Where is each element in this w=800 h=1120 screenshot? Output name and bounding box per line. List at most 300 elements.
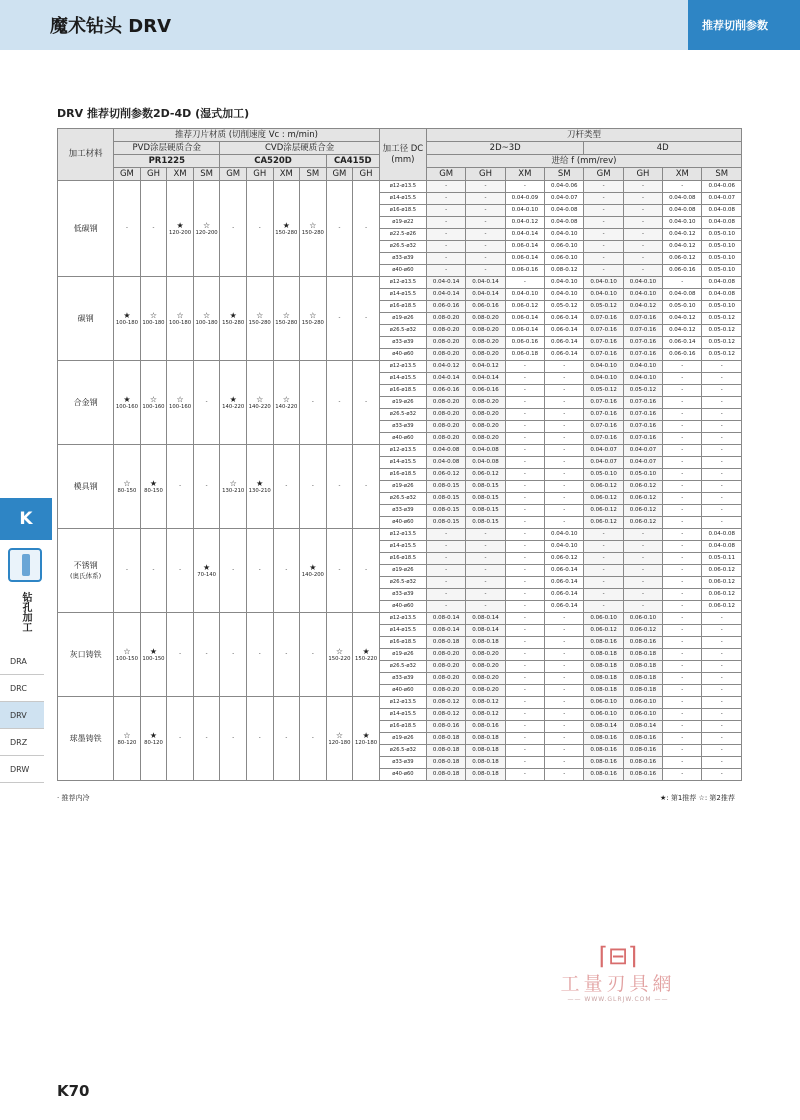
feed-cell: 0.08-0.16: [426, 721, 465, 733]
feed-cell: 0.08-0.15: [466, 481, 505, 493]
speed-range: -: [365, 399, 367, 405]
feed-cell: 0.07-0.16: [584, 349, 623, 361]
side-nav-item-dra[interactable]: DRA: [0, 648, 44, 675]
cvd-header: CVD涂层硬质合金: [220, 142, 379, 155]
speed-range: -: [205, 651, 208, 657]
feed-cell: -: [466, 541, 505, 553]
material-name: 模具钢: [73, 481, 98, 491]
speed-range: 140-220: [222, 403, 245, 410]
feed-cell: -: [702, 385, 742, 397]
feed-cell: 0.04-0.12: [663, 313, 702, 325]
feed-cell: 0.05-0.10: [623, 469, 662, 481]
feed-cell: 0.08-0.15: [466, 505, 505, 517]
grade-pr1225: PR1225: [114, 155, 220, 168]
material-subname: (奥氏体系): [70, 572, 102, 580]
feed-cell: -: [702, 445, 742, 457]
feed-cell: 0.04-0.10: [545, 289, 584, 301]
feed-cell: -: [584, 181, 623, 193]
grade-cell: [353, 445, 380, 529]
grade-cell: [193, 529, 220, 613]
feed-cell: 0.06-0.18: [505, 349, 544, 361]
feed-cell: -: [702, 373, 742, 385]
recommend-mark: ★: [256, 478, 264, 488]
shank-2d3d-header: 2D~3D: [426, 142, 583, 155]
diameter-cell: ø14-ø15.5: [379, 193, 426, 205]
feed-cell: -: [505, 433, 544, 445]
feed-cell: 0.08-0.18: [584, 673, 623, 685]
feed-cell: -: [663, 505, 702, 517]
feed-cell: 0.08-0.20: [426, 325, 465, 337]
watermark-logo-icon: ⌈⊟⌉: [598, 942, 638, 970]
recommend-mark: ★: [229, 310, 237, 320]
speed-range: -: [311, 735, 314, 741]
feed-cell: -: [663, 277, 702, 289]
diameter-cell: ø33-ø39: [379, 673, 426, 685]
speed-range: 140-220: [275, 403, 298, 410]
feed-cell: 0.07-0.16: [623, 313, 662, 325]
feed-cell: -: [426, 229, 465, 241]
feed-cell: 0.08-0.16: [584, 769, 623, 781]
diameter-cell: ø16-ø18.5: [379, 205, 426, 217]
feed-cell: 0.04-0.08: [702, 205, 742, 217]
feed-cell: -: [545, 709, 584, 721]
feed-cell: 0.08-0.16: [584, 637, 623, 649]
feed-col-header: XM: [505, 168, 544, 181]
feed-cell: 0.08-0.14: [426, 613, 465, 625]
diameter-cell: ø12-ø13.5: [379, 529, 426, 541]
feed-cell: 0.08-0.20: [426, 433, 465, 445]
feed-cell: 0.07-0.16: [623, 325, 662, 337]
feed-cell: 0.06-0.14: [545, 589, 584, 601]
grade-cell: [220, 697, 247, 781]
feed-cell: 0.08-0.16: [623, 733, 662, 745]
feed-cell: 0.08-0.15: [466, 493, 505, 505]
speed-range: 150-280: [275, 229, 298, 236]
diameter-cell: ø26.5-ø32: [379, 241, 426, 253]
feed-cell: 0.06-0.12: [426, 469, 465, 481]
speed-range: -: [232, 735, 235, 741]
feed-cell: 0.06-0.14: [545, 349, 584, 361]
feed-cell: -: [545, 649, 584, 661]
grade-cell: [193, 613, 220, 697]
feed-cell: 0.07-0.16: [623, 349, 662, 361]
grade-cell: [167, 361, 194, 445]
feed-cell: 0.06-0.12: [584, 517, 623, 529]
feed-cell: 0.07-0.16: [623, 409, 662, 421]
feed-cell: -: [505, 361, 544, 373]
grade-cell: [273, 277, 300, 361]
grade-cell: [273, 697, 300, 781]
feed-cell: 0.05-0.12: [584, 385, 623, 397]
diameter-cell: ø16-ø18.5: [379, 469, 426, 481]
feed-cell: 0.08-0.18: [426, 757, 465, 769]
grade-cell: [246, 445, 273, 529]
speed-range: -: [125, 225, 128, 231]
speed-range: -: [258, 651, 261, 657]
feed-cell: -: [466, 601, 505, 613]
side-nav: [0, 648, 44, 783]
feed-cell: 0.06-0.12: [623, 517, 662, 529]
speed-range: 100-160: [168, 403, 192, 410]
feed-cell: -: [545, 421, 584, 433]
grade-cell: [353, 613, 380, 697]
feed-cell: -: [663, 373, 702, 385]
feed-cell: -: [702, 637, 742, 649]
grade-cell: [114, 613, 141, 697]
feed-cell: -: [702, 685, 742, 697]
diameter-cell: ø19-ø26: [379, 481, 426, 493]
feed-cell: 0.08-0.14: [466, 625, 505, 637]
speed-range: -: [365, 315, 367, 321]
feed-cell: -: [663, 541, 702, 553]
speed-range: 140-220: [248, 403, 271, 410]
side-nav-item-drv[interactable]: DRV: [0, 702, 44, 729]
feed-cell: -: [426, 265, 465, 277]
feed-cell: -: [702, 769, 742, 781]
diameter-cell: ø19-ø22: [379, 217, 426, 229]
feed-cell: -: [663, 661, 702, 673]
grade-cell: [326, 613, 353, 697]
feed-col-header: GH: [623, 168, 662, 181]
grade-cell: [246, 181, 273, 277]
side-nav-item-drw[interactable]: DRW: [0, 756, 44, 783]
speed-range: -: [311, 399, 314, 405]
material-header: 加工材料: [58, 129, 114, 181]
feed-cell: 0.06-0.12: [623, 481, 662, 493]
feed-cell: 0.08-0.18: [466, 769, 505, 781]
speed-range: -: [205, 735, 208, 741]
feed-cell: 0.06-0.14: [505, 325, 544, 337]
speed-range: 120-200: [195, 229, 218, 236]
feed-cell: 0.06-0.16: [466, 301, 505, 313]
grade-cell: [140, 445, 167, 529]
feed-cell: -: [426, 241, 465, 253]
feed-cell: 0.08-0.15: [426, 481, 465, 493]
speed-range: 150-220: [354, 655, 378, 662]
diameter-cell: ø12-ø13.5: [379, 277, 426, 289]
recommend-mark: ★: [123, 310, 131, 320]
feed-col-header: SM: [702, 168, 742, 181]
feed-cell: 0.06-0.16: [426, 301, 465, 313]
diameter-cell: ø12-ø13.5: [379, 181, 426, 193]
chapter-tab[interactable]: K: [0, 498, 52, 540]
feed-cell: -: [505, 445, 544, 457]
feed-cell: -: [584, 553, 623, 565]
feed-cell: -: [545, 409, 584, 421]
grade-cell: [300, 445, 327, 529]
feed-cell: 0.04-0.08: [466, 457, 505, 469]
grade-cell: [300, 361, 327, 445]
recommend-mark: ☆: [176, 394, 184, 404]
feed-cell: 0.04-0.08: [426, 457, 465, 469]
speed-range: 130-210: [222, 487, 245, 494]
speed-range: -: [338, 225, 341, 231]
speed-range: -: [179, 651, 182, 657]
recommend-mark: ★: [229, 394, 237, 404]
speed-range: 80-150: [144, 487, 163, 494]
feed-cell: 0.08-0.16: [584, 733, 623, 745]
feed-cell: 0.04-0.10: [505, 289, 544, 301]
feed-cell: 0.08-0.20: [426, 337, 465, 349]
feed-cell: -: [663, 697, 702, 709]
feed-cell: 0.08-0.12: [466, 697, 505, 709]
diameter-cell: ø26.5-ø32: [379, 325, 426, 337]
diameter-cell: ø14-ø15.5: [379, 709, 426, 721]
feed-cell: 0.08-0.16: [584, 757, 623, 769]
feed-cell: -: [466, 241, 505, 253]
feed-cell: 0.05-0.10: [702, 253, 742, 265]
grade-cell: [167, 697, 194, 781]
diameter-cell: ø40-ø60: [379, 601, 426, 613]
grade-cell: [220, 361, 247, 445]
feed-cell: -: [426, 181, 465, 193]
feed-cell: 0.04-0.10: [623, 361, 662, 373]
feed-cell: -: [426, 577, 465, 589]
feed-cell: -: [702, 433, 742, 445]
speed-range: 150-280: [222, 319, 245, 326]
feed-cell: -: [505, 493, 544, 505]
feed-cell: 0.05-0.12: [623, 385, 662, 397]
speed-range: -: [152, 225, 155, 231]
grade-cell: [220, 613, 247, 697]
grade-cell: [273, 361, 300, 445]
feed-cell: 0.08-0.20: [466, 685, 505, 697]
feed-cell: -: [466, 577, 505, 589]
grade-cell: [273, 181, 300, 277]
feed-cell: 0.07-0.16: [623, 421, 662, 433]
recommend-mark: ★: [149, 646, 158, 656]
feed-cell: -: [426, 541, 465, 553]
speed-range: 150-280: [275, 319, 298, 326]
feed-cell: 0.06-0.10: [623, 697, 662, 709]
feed-cell: -: [663, 613, 702, 625]
material-cell: [58, 529, 114, 613]
feed-cell: 0.08-0.15: [466, 517, 505, 529]
feed-cell: -: [584, 217, 623, 229]
speed-range: -: [258, 735, 261, 741]
feed-cell: 0.08-0.20: [466, 421, 505, 433]
feed-cell: 0.08-0.15: [426, 493, 465, 505]
feed-cell: 0.04-0.06: [702, 181, 742, 193]
feed-cell: 0.07-0.16: [584, 325, 623, 337]
recommend-mark: ☆: [309, 220, 317, 230]
grade-ca520d: CA520D: [220, 155, 326, 168]
speed-range: 80-120: [117, 739, 137, 746]
feed-cell: 0.04-0.08: [702, 529, 742, 541]
feed-cell: 0.05-0.10: [702, 265, 742, 277]
chapter-label: 钻孔加工: [20, 592, 31, 632]
feed-cell: 0.04-0.14: [466, 373, 505, 385]
grade-cell: [273, 529, 300, 613]
feed-cell: -: [663, 397, 702, 409]
diameter-cell: ø12-ø13.5: [379, 445, 426, 457]
feed-col-header: XM: [663, 168, 702, 181]
feed-cell: 0.06-0.10: [584, 709, 623, 721]
recommend-mark: ★: [123, 394, 131, 404]
feed-cell: 0.06-0.12: [623, 625, 662, 637]
feed-cell: -: [584, 577, 623, 589]
feed-cell: -: [702, 757, 742, 769]
feed-cell: -: [426, 205, 465, 217]
side-nav-item-drz[interactable]: DRZ: [0, 729, 44, 756]
feed-cell: -: [505, 613, 544, 625]
feed-cell: -: [545, 613, 584, 625]
feed-cell: 0.08-0.14: [426, 625, 465, 637]
grade-cell: [300, 529, 327, 613]
speed-range: 100-180: [142, 319, 165, 326]
speed-range: 150-220: [328, 655, 351, 662]
recommend-mark: ★: [176, 220, 184, 230]
feed-cell: -: [426, 601, 465, 613]
speed-range: -: [152, 567, 155, 573]
shank-4d-header: 4D: [584, 142, 742, 155]
diameter-cell: ø16-ø18.5: [379, 385, 426, 397]
feed-cell: -: [623, 217, 662, 229]
feed-cell: 0.06-0.10: [584, 697, 623, 709]
speed-range: 140-200: [301, 571, 324, 578]
diameter-cell: ø14-ø15.5: [379, 457, 426, 469]
feed-cell: 0.04-0.10: [663, 217, 702, 229]
feed-cell: 0.04-0.14: [426, 289, 465, 301]
feed-cell: -: [466, 205, 505, 217]
diameter-cell: ø14-ø15.5: [379, 625, 426, 637]
feed-cell: 0.06-0.16: [466, 385, 505, 397]
grade-cell: [220, 445, 247, 529]
side-nav-item-drc[interactable]: DRC: [0, 675, 44, 702]
grade-cell: [246, 529, 273, 613]
recommend-mark: ☆: [256, 394, 264, 404]
feed-cell: -: [426, 217, 465, 229]
feed-cell: 0.04-0.10: [623, 289, 662, 301]
feed-cell: 0.04-0.12: [663, 325, 702, 337]
recommend-mark: ☆: [176, 310, 184, 320]
feed-header: 进给 f (mm/rev): [426, 155, 741, 168]
speed-range: -: [232, 567, 235, 573]
material-cell: [58, 181, 114, 277]
speed-range: -: [285, 651, 288, 657]
material-name: 合金钢: [73, 397, 98, 407]
feed-cell: -: [505, 589, 544, 601]
speed-range: 100-150: [115, 655, 138, 662]
feed-cell: 0.04-0.07: [702, 193, 742, 205]
diameter-cell: ø14-ø15.5: [379, 373, 426, 385]
recommend-mark: ☆: [123, 646, 131, 656]
feed-cell: 0.08-0.20: [466, 433, 505, 445]
feed-cell: 0.08-0.20: [466, 313, 505, 325]
feed-cell: -: [505, 565, 544, 577]
diameter-cell: ø19-ø26: [379, 733, 426, 745]
watermark-name: 工量刃具網: [560, 973, 676, 995]
feed-cell: 0.04-0.08: [663, 193, 702, 205]
feed-cell: 0.06-0.16: [505, 337, 544, 349]
feed-cell: -: [545, 625, 584, 637]
feed-cell: 0.04-0.08: [702, 277, 742, 289]
speed-range: 120-180: [328, 739, 351, 746]
diameter-cell: ø26.5-ø32: [379, 577, 426, 589]
feed-cell: 0.04-0.10: [584, 289, 623, 301]
feed-cell: -: [426, 529, 465, 541]
diameter-cell: ø22.5-ø26: [379, 229, 426, 241]
feed-cell: -: [505, 577, 544, 589]
feed-cell: 0.05-0.10: [702, 301, 742, 313]
feed-cell: -: [505, 709, 544, 721]
feed-cell: -: [505, 697, 544, 709]
feed-cell: -: [623, 181, 662, 193]
recommend-mark: ☆: [335, 730, 344, 740]
grade-cell: [114, 697, 141, 781]
feed-cell: -: [702, 721, 742, 733]
feed-cell: -: [663, 757, 702, 769]
feed-cell: 0.04-0.14: [426, 277, 465, 289]
grade-col-header: GM: [114, 168, 141, 181]
feed-cell: 0.06-0.12: [702, 565, 742, 577]
feed-cell: 0.07-0.16: [584, 421, 623, 433]
speed-range: -: [311, 483, 314, 489]
grade-cell: [326, 181, 353, 277]
material-cell: [58, 613, 114, 697]
feed-col-header: GM: [584, 168, 623, 181]
feed-cell: -: [505, 721, 544, 733]
feed-cell: -: [545, 433, 584, 445]
feed-cell: 0.08-0.18: [623, 661, 662, 673]
diameter-cell: ø33-ø39: [379, 253, 426, 265]
feed-cell: 0.08-0.20: [426, 349, 465, 361]
feed-cell: -: [505, 373, 544, 385]
grade-cell: [140, 361, 167, 445]
feed-cell: -: [663, 481, 702, 493]
feed-cell: -: [505, 421, 544, 433]
feed-cell: 0.08-0.16: [623, 637, 662, 649]
feed-cell: 0.08-0.20: [426, 685, 465, 697]
feed-cell: -: [466, 193, 505, 205]
grade-cell: [140, 697, 167, 781]
feed-cell: -: [505, 505, 544, 517]
feed-cell: -: [663, 649, 702, 661]
diameter-cell: ø19-ø26: [379, 313, 426, 325]
grade-cell: [220, 529, 247, 613]
feed-cell: -: [623, 193, 662, 205]
feed-cell: -: [545, 769, 584, 781]
speed-range: -: [205, 399, 208, 405]
speed-range: 130-210: [248, 487, 271, 494]
grade-cell: [273, 445, 300, 529]
feed-cell: 0.04-0.10: [545, 277, 584, 289]
feed-cell: -: [505, 481, 544, 493]
feed-cell: 0.06-0.12: [584, 481, 623, 493]
speed-range: -: [365, 225, 367, 231]
recommend-mark: ★: [282, 220, 290, 230]
grade-cell: [140, 613, 167, 697]
feed-cell: -: [505, 469, 544, 481]
feed-cell: 0.04-0.10: [584, 373, 623, 385]
recommend-mark: ☆: [229, 478, 237, 488]
feed-cell: -: [505, 541, 544, 553]
feed-cell: -: [505, 601, 544, 613]
recommend-mark: ☆: [149, 310, 158, 320]
feed-cell: 0.04-0.10: [584, 277, 623, 289]
feed-cell: 0.05-0.12: [702, 313, 742, 325]
feed-cell: 0.04-0.09: [505, 193, 544, 205]
feed-cell: -: [663, 577, 702, 589]
feed-cell: 0.07-0.16: [623, 397, 662, 409]
diameter-cell: ø16-ø18.5: [379, 637, 426, 649]
feed-cell: 0.08-0.16: [466, 721, 505, 733]
feed-cell: -: [702, 745, 742, 757]
diameter-cell: ø26.5-ø32: [379, 745, 426, 757]
feed-cell: -: [702, 709, 742, 721]
feed-cell: -: [663, 445, 702, 457]
feed-cell: -: [663, 745, 702, 757]
